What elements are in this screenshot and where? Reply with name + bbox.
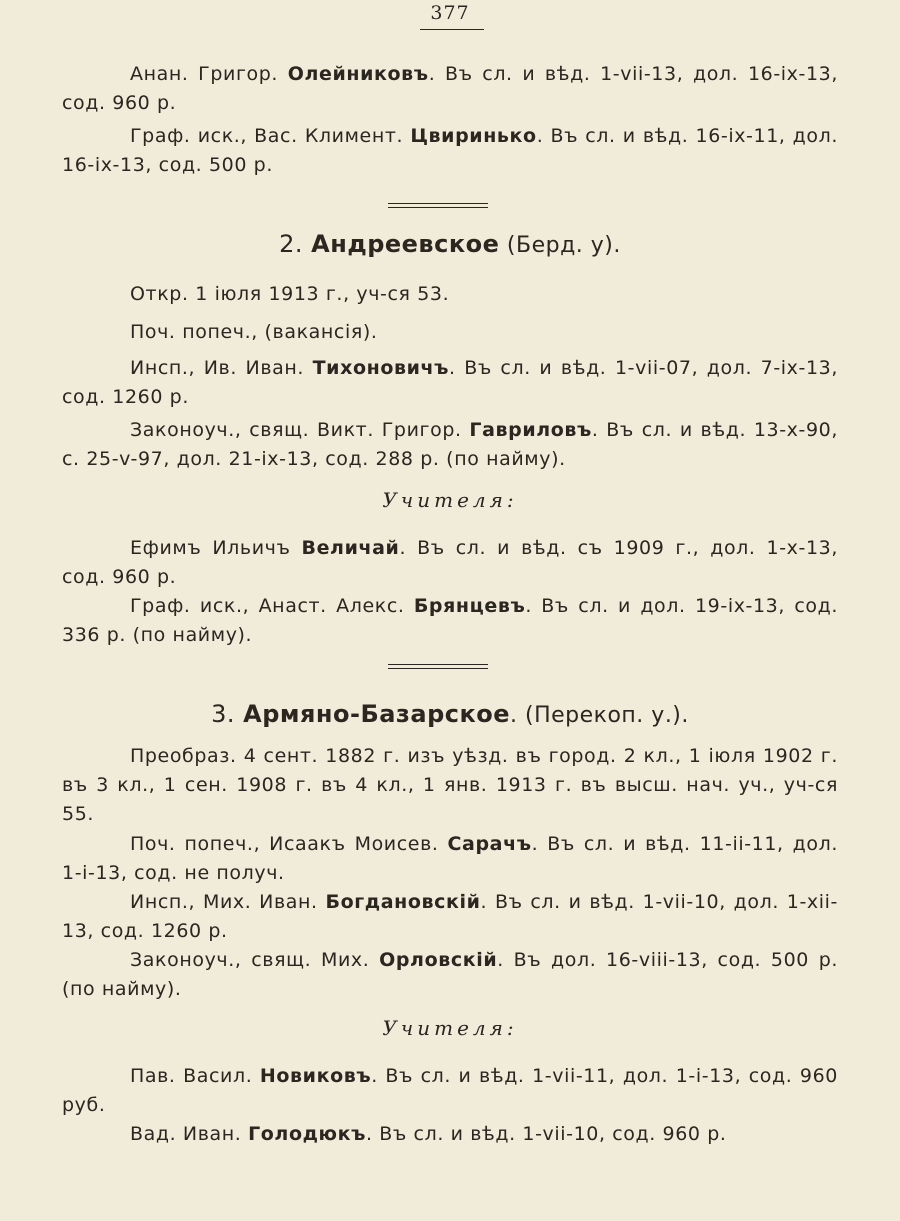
entry-surname: Богдановскій [325,891,481,913]
entry-surname: Цвиринько [410,125,537,147]
entry-pre: Граф. иск., Анаст. Алекс. [130,595,414,617]
entry-bryantsev [62,592,838,650]
heading-name: Андреевское [311,230,500,258]
entry-post: . Въ сл. и вѣд. 1-vii-13, дол. 16-ix-13, сод. 960 р. [62,63,838,114]
heading-name: Армяно-Базарское [243,700,511,728]
entry-post: . Въ дол. 16-viii-13, сод. 500 р. (по найму). [62,949,838,1000]
entry-velichai [62,534,838,592]
school-trustee [62,318,838,347]
history-text: Преобраз. 4 сент. 1882 г. изъ уѣзд. въ город. 2 кл., 1 іюля 1902 г. въ 3 кл., 1 сен. 1908 г. въ 4 кл., 1 янв. 1913 г. въ высш. нач. уч., уч-ся 55. [62,745,838,825]
section-heading-armyano-bazarskoe [0,700,900,728]
entry-orlovsky [62,946,838,1004]
entry-bogdanovsky [62,888,838,946]
section-heading-andreevskoe [0,230,900,258]
entry-pre: Пав. Васил. [130,1065,260,1087]
entry-tsvirinko [62,122,838,180]
entry-post: . Въ сл. и дол. 19-ix-13, сод. 336 р. (по найму). [62,595,838,646]
school-history [62,742,838,829]
entry-surname: Орловскій [379,949,498,971]
entry-pre: Поч. попеч., Исаакъ Моисев. [130,833,448,855]
entry-novikov [62,1062,838,1120]
teachers-label: Учителя: [382,1016,518,1040]
entry-surname: Брянцевъ [413,595,526,617]
entry-post: . Въ сл. и вѣд. 16-ix-11, дол. 16-ix-13, сод. 500 р. [62,125,838,176]
heading-number: 3. [211,700,244,728]
entry-surname: Сарачъ [447,833,532,855]
entry-surname: Олейниковъ [287,63,429,85]
entry-gavrilov [62,416,838,474]
entry-sarach [62,830,838,888]
entry-surname: Величай [301,537,400,559]
section-divider [388,203,488,208]
section-divider [388,664,488,669]
school-opened [62,280,838,309]
entry-pre: Инсп., Ив. Иван. [130,357,313,379]
entry-pre: Законоуч., свящ. Викт. Григор. [130,419,470,441]
entry-tikhonovich [62,354,838,412]
entry-pre: Анан. Григор. [130,63,288,85]
entry-post: . Въ сл. и вѣд. съ 1909 г., дол. 1-x-13, сод. 960 р. [62,537,838,588]
page-number-underline [420,29,484,30]
teachers-label: Учителя: [382,488,518,512]
entry-surname: Тихоновичъ [312,357,450,379]
trustee-text: Поч. попеч., (вакансія). [130,321,378,343]
entry-surname: Голодюкъ [248,1123,366,1145]
entry-post: . Въ сл. и вѣд. 1-vii-10, сод. 960 р. [365,1123,727,1145]
heading-number: 2. [279,230,312,258]
entry-golodyuk [62,1120,838,1149]
entry-pre: Вад. Иван. [130,1123,249,1145]
entry-post: . Въ сл. и вѣд. 13-x-90, с. 25-v-97, дол. 21-ix-13, сод. 288 р. (по найму). [62,419,838,470]
entry-post: . Въ сл. и вѣд. 1-vii-07, дол. 7-ix-13, сод. 1260 р. [62,357,838,408]
entry-pre: Граф. иск., Вас. Климент. [130,125,411,147]
entry-oleinikov [62,60,838,118]
entry-pre: Инсп., Мих. Иван. [130,891,326,913]
entry-pre: Ефимъ Ильичъ [130,537,302,559]
heading-district: . (Перекоп. у.). [510,703,689,728]
heading-district: (Берд. у). [499,233,621,258]
entry-pre: Законоуч., свящ. Мих. [130,949,380,971]
entry-post: . Въ сл. и вѣд. 11-ii-11, дол. 1-i-13, сод. не получ. [62,833,838,884]
entry-post: . Въ сл. и вѣд. 1-vii-10, дол. 1-xii-13, сод. 1260 р. [62,891,838,942]
entry-surname: Новиковъ [259,1065,372,1087]
entry-post: . Въ сл. и вѣд. 1-vii-11, дол. 1-i-13, сод. 960 руб. [62,1065,838,1116]
page-number: 377 [430,2,470,24]
entry-surname: Гавриловъ [469,419,592,441]
opened-text: Откр. 1 іюля 1913 г., уч-ся 53. [130,283,450,305]
